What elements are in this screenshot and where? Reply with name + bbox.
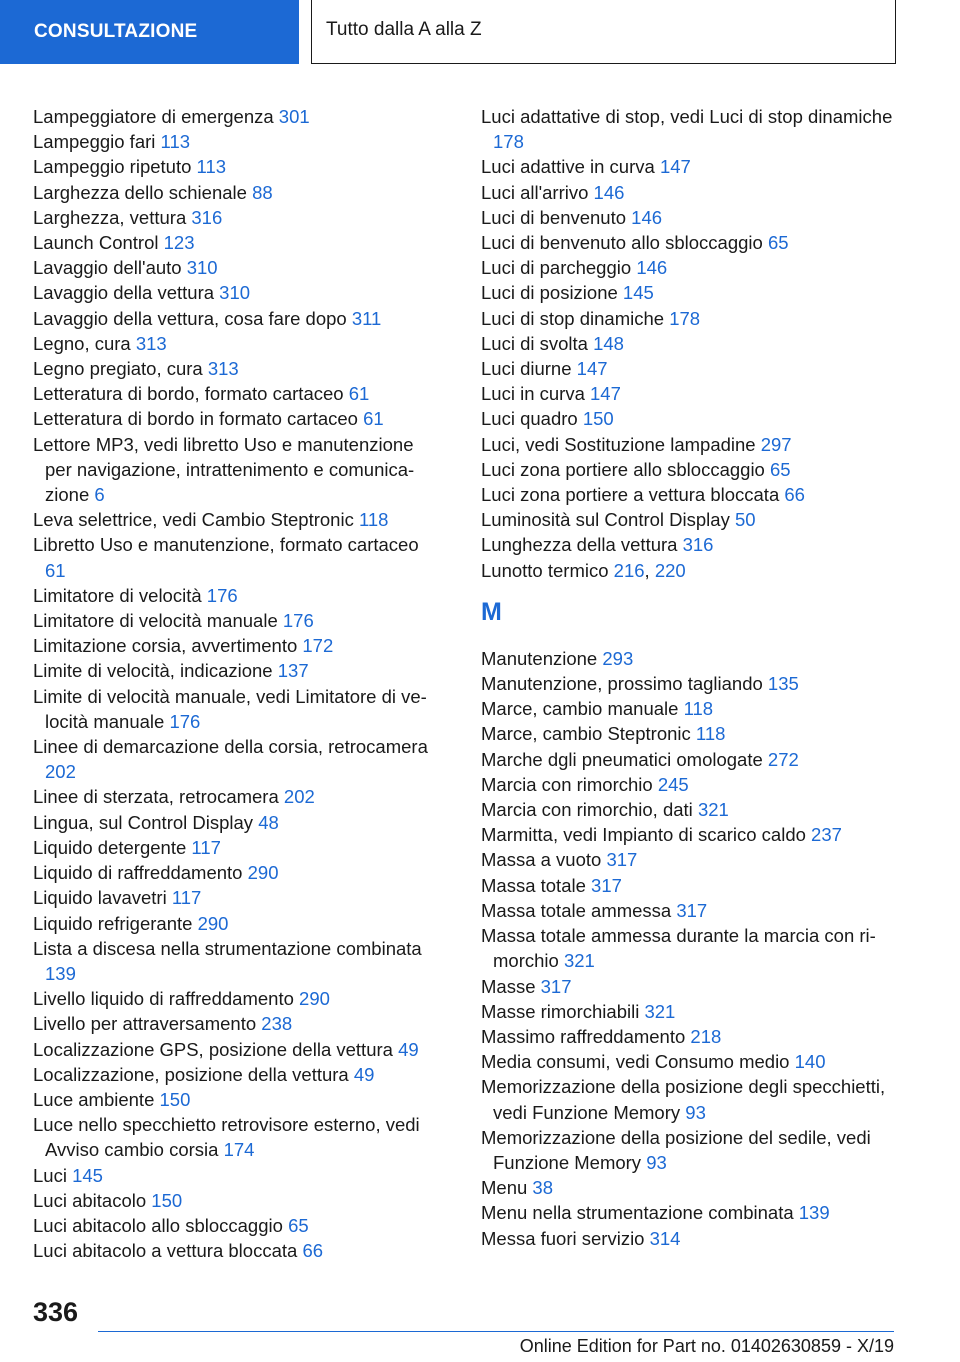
index-entry-text: Larghezza, vettura xyxy=(33,206,192,228)
index-entry xyxy=(33,406,443,431)
index-entry-text: Letteratura di bordo, formato cartaceo xyxy=(33,383,349,405)
index-entry-text: Marmitta, vedi Impianto di scarico caldo xyxy=(481,824,812,846)
index-entry xyxy=(33,1112,443,1162)
index-entry-text: Liquido di raffreddamento xyxy=(33,862,248,884)
index-entry xyxy=(33,810,443,835)
page-link[interactable]: 202 xyxy=(283,786,315,808)
index-entry xyxy=(33,104,443,129)
page-link[interactable]: 150 xyxy=(151,1189,183,1211)
index-entry xyxy=(33,1011,443,1036)
page-link[interactable]: 48 xyxy=(258,811,279,833)
index-entry-text: Leva selettrice, vedi Cambio Steptronic xyxy=(33,509,359,531)
index-entry xyxy=(33,1087,443,1112)
page-link[interactable]: 172 xyxy=(302,635,334,657)
index-entry xyxy=(33,1062,443,1087)
page-link[interactable]: 146 xyxy=(593,181,625,203)
page-link[interactable]: 176 xyxy=(282,610,314,632)
page-link[interactable]: 321 xyxy=(644,1000,676,1022)
page-link[interactable]: 178 xyxy=(493,131,524,153)
page-link[interactable]: 113 xyxy=(160,131,191,153)
index-entry xyxy=(481,1226,901,1251)
page-link[interactable]: 61 xyxy=(348,383,370,405)
page-number: 336 xyxy=(33,1297,79,1327)
index-entry xyxy=(481,1049,901,1074)
page-link[interactable]: 290 xyxy=(197,912,229,934)
index-entry-text: Manutenzione xyxy=(481,647,603,669)
page-link[interactable]: 238 xyxy=(261,1013,293,1035)
index-entry xyxy=(481,331,901,356)
index-entry xyxy=(481,230,901,255)
index-entry-text: Luci quadro xyxy=(481,408,583,430)
index-entry xyxy=(481,205,901,230)
index-entry-text: Massa totale ammessa xyxy=(481,899,677,921)
index-entry-text: Luci di stop dinamiche xyxy=(481,307,670,329)
index-entry xyxy=(33,255,443,280)
index-entry-text: Messa fuori servizio xyxy=(481,1227,650,1249)
page-link[interactable]: 118 xyxy=(695,723,726,745)
page-link[interactable]: 301 xyxy=(278,106,310,127)
index-entry xyxy=(481,280,901,305)
index-entry-text: Localizzazione GPS, posizione della vettura xyxy=(33,1038,399,1060)
page-link[interactable]: 218 xyxy=(690,1025,722,1047)
page-link[interactable]: 313 xyxy=(207,358,239,380)
page-link[interactable]: 148 xyxy=(593,332,624,354)
index-entry-text: Manutenzione, prossimo tagliando xyxy=(481,673,768,695)
index-entry-text: Marcia con rimorchio xyxy=(481,773,658,795)
index-entry-text: Libretto Uso e manutenzione, formato cartaceo xyxy=(33,534,419,556)
index-entry-text: Larghezza dello schienale xyxy=(33,181,253,203)
index-entry-text: Legno pregiato, cura xyxy=(33,358,208,380)
index-entry xyxy=(481,381,901,406)
index-entry-text: Limitatore di velocità xyxy=(33,584,207,606)
index-entry-text: Limite di velocità manuale, vedi Limitatore di velocità manuale xyxy=(33,685,427,732)
index-entry xyxy=(481,482,901,507)
page-link[interactable]: 321 xyxy=(697,799,729,821)
index-entry-text: Luci di benvenuto allo sbloccaggio xyxy=(481,232,768,254)
index-entry-text: Luci abitacolo allo sbloccaggio xyxy=(33,1214,289,1236)
page-link[interactable]: 245 xyxy=(657,773,689,795)
page-link[interactable]: 293 xyxy=(602,647,634,669)
page-link[interactable]: 316 xyxy=(682,534,714,556)
index-entry-text: Marcia con rimorchio, dati xyxy=(481,799,698,821)
page-link[interactable]: 176 xyxy=(169,710,201,732)
index-entry-text: Lettore MP3, vedi libretto Uso e manutenzione per navigazione, intrattenimento e comunicazione xyxy=(33,433,415,506)
page-link[interactable]: 137 xyxy=(277,660,309,682)
index-entry-text: Letteratura di bordo in formato cartaceo xyxy=(33,408,364,430)
index-entry-text: Legno, cura xyxy=(33,332,136,354)
index-entry-text: Luci xyxy=(33,1164,73,1186)
page-link[interactable]: 216 xyxy=(613,559,645,581)
index-entry xyxy=(33,507,443,532)
index-entry xyxy=(481,154,901,179)
index-entry xyxy=(33,608,443,633)
index-entry xyxy=(481,646,901,671)
index-entry xyxy=(33,885,443,910)
page-link[interactable]: 65 xyxy=(767,232,789,254)
index-entry-text: Localizzazione, posizione della vettura xyxy=(33,1063,354,1085)
index-entry xyxy=(33,154,443,179)
page-link[interactable]: 118 xyxy=(683,698,714,720)
index-entry-text: Masse rimorchiabili xyxy=(481,1000,645,1022)
page-link[interactable]: 139 xyxy=(798,1202,830,1224)
index-entry xyxy=(33,986,443,1011)
page-link[interactable]: 145 xyxy=(72,1164,103,1186)
index-entry-text: Linee di sterzata, retrocamera xyxy=(33,786,284,808)
index-entry xyxy=(481,306,901,331)
page-link[interactable]: 178 xyxy=(669,307,701,329)
page-link[interactable]: 290 xyxy=(299,988,330,1010)
page-link[interactable]: 174 xyxy=(223,1139,255,1161)
index-entry xyxy=(481,255,901,280)
page-link[interactable]: 61 xyxy=(45,559,66,581)
page-link[interactable]: 321 xyxy=(563,950,595,972)
index-entry-text: Limite di velocità, indicazione xyxy=(33,660,278,682)
section-title: CONSULTAZIONE xyxy=(34,21,198,42)
page-link[interactable]: 145 xyxy=(622,282,654,304)
index-entry-text: Massimo raffreddamento xyxy=(481,1025,691,1047)
index-entry-text: Luce nello specchietto retrovisore esterno, vedi Avviso cambio corsia xyxy=(33,1114,420,1161)
page-link[interactable]: 66 xyxy=(302,1240,324,1262)
page-link[interactable]: 176 xyxy=(206,584,238,606)
page-link[interactable]: 317 xyxy=(606,849,638,871)
index-entry-text: Liquido lavavetri xyxy=(33,887,172,909)
index-entry-text: Luci adattative di stop, vedi Luci di stop dinamiche xyxy=(481,106,893,127)
index-entry xyxy=(481,847,901,872)
index-entry-text: Menu nella strumentazione combinata xyxy=(481,1202,799,1224)
index-entry-text: Memorizzazione della posizione degli specchietti, vedi Funzione Memory xyxy=(481,1076,886,1123)
index-entry-text: Massa a vuoto xyxy=(481,849,607,871)
index-entry xyxy=(481,1125,901,1175)
index-entry xyxy=(33,280,443,305)
index-group-m xyxy=(481,646,901,1251)
index-entry-text: Luci diurne xyxy=(481,358,577,380)
page-link[interactable]: 61 xyxy=(363,408,384,430)
index-entry-text: Limitazione corsia, avvertimento xyxy=(33,635,303,657)
index-entry-text: Livello per attraversamento xyxy=(33,1013,262,1035)
index-entry xyxy=(481,721,901,746)
page-link[interactable]: 317 xyxy=(591,874,622,896)
chapter-title: Tutto dalla A alla Z xyxy=(326,19,482,40)
index-entry xyxy=(33,1163,443,1188)
page-link[interactable]: 135 xyxy=(767,673,799,695)
index-entry-text: Massa totale xyxy=(481,874,592,896)
index-entry xyxy=(33,532,443,582)
page-link[interactable]: 290 xyxy=(247,862,279,884)
page-link[interactable]: 311 xyxy=(351,307,382,329)
index-entry xyxy=(481,898,901,923)
page-link[interactable]: 310 xyxy=(186,257,218,279)
index-entry-text: Luci abitacolo a vettura bloccata xyxy=(33,1240,303,1262)
index-entry xyxy=(33,1213,443,1238)
index-entry-text: Luci di benvenuto xyxy=(481,206,632,228)
index-entry xyxy=(33,432,443,508)
page-link[interactable]: 140 xyxy=(794,1051,826,1073)
index-letter-heading: M xyxy=(481,597,502,626)
footer-rule xyxy=(98,1331,894,1332)
index-entry-text: Linee di demarcazione della corsia, retrocamera xyxy=(33,736,428,758)
index-entry-text: Memorizzazione della posizione del sedile, vedi Funzione Memory xyxy=(481,1126,871,1173)
index-entry xyxy=(33,331,443,356)
index-entry-text: Launch Control xyxy=(33,232,164,254)
index-entry xyxy=(33,633,443,658)
index-entry xyxy=(481,873,901,898)
index-entry xyxy=(481,104,901,154)
index-entry-text: Luci, vedi Sostituzione lampadine xyxy=(481,433,761,455)
page-link[interactable]: 117 xyxy=(191,836,221,858)
page-link[interactable]: 146 xyxy=(631,206,663,228)
page-link[interactable]: 150 xyxy=(582,408,614,430)
index-entry-text: Marche dgli pneumatici omologate xyxy=(481,748,768,770)
page-link[interactable]: 65 xyxy=(288,1214,309,1236)
index-entry-text: Lingua, sul Control Display xyxy=(33,811,259,833)
page-link[interactable]: 93 xyxy=(646,1151,667,1173)
index-entry-text: Luci di svolta xyxy=(481,332,594,354)
index-column-right xyxy=(481,104,901,1251)
index-entry xyxy=(481,1074,901,1124)
index-entry xyxy=(481,772,901,797)
index-entry-text: Lista a discesa nella strumentazione combinata xyxy=(33,937,422,959)
page-link[interactable]: 272 xyxy=(767,748,799,770)
index-entry-text: Lunotto termico xyxy=(481,559,614,581)
index-entry-text: Marce, cambio Steptronic xyxy=(481,723,696,745)
page-link[interactable]: 88 xyxy=(252,181,273,203)
index-entry xyxy=(481,1175,901,1200)
index-entry xyxy=(33,129,443,154)
page-link[interactable]: 317 xyxy=(676,899,708,921)
index-entry xyxy=(33,1238,443,1263)
index-entry xyxy=(481,797,901,822)
chapter-header xyxy=(311,0,896,64)
index-entry xyxy=(481,671,901,696)
index-group-l xyxy=(481,104,901,583)
index-entry xyxy=(33,205,443,230)
index-entry xyxy=(481,532,901,557)
index-entry xyxy=(33,684,443,734)
page-link[interactable]: 49 xyxy=(353,1063,375,1085)
index-entry-text: Luci all'arrivo xyxy=(481,181,594,203)
index-entry xyxy=(33,835,443,860)
index-entry xyxy=(481,999,901,1024)
index-entry-text: Marce, cambio manuale xyxy=(481,698,684,720)
index-entry-text: Luce ambiente xyxy=(33,1088,160,1110)
index-entry xyxy=(481,696,901,721)
index-entry-text: Masse xyxy=(481,975,541,997)
page-link[interactable]: 317 xyxy=(540,975,572,997)
page-link[interactable]: 147 xyxy=(576,358,608,380)
page-link[interactable]: 139 xyxy=(45,962,76,984)
page-link[interactable]: 118 xyxy=(358,509,389,531)
page-link[interactable]: 297 xyxy=(760,433,792,455)
index-entry-text: Limitatore di velocità manuale xyxy=(33,610,283,632)
index-entry xyxy=(33,180,443,205)
index-entry xyxy=(33,784,443,809)
index-entry: Lunotto termico 216, 220 xyxy=(481,559,686,581)
index-entry-text: Livello liquido di raffreddamento xyxy=(33,988,300,1010)
index-entry-text: Lampeggiatore di emergenza xyxy=(33,106,279,127)
index-entry xyxy=(33,306,443,331)
index-entry xyxy=(33,860,443,885)
index-entry xyxy=(481,923,901,973)
index-entry xyxy=(33,936,443,986)
index-entry-text: Luci di parcheggio xyxy=(481,257,637,279)
index-entry-text: Massa totale ammessa durante la marcia con rimorchio xyxy=(481,925,876,972)
index-entry xyxy=(481,1024,901,1049)
index-entry xyxy=(481,356,901,381)
index-entry-text: Luci in curva xyxy=(481,383,590,405)
index-entry-text: Liquido refrigerante xyxy=(33,912,198,934)
page-link[interactable]: 237 xyxy=(811,824,842,846)
page-link[interactable]: 38 xyxy=(532,1177,553,1199)
index-entry-text: Lampeggio fari xyxy=(33,131,161,153)
page-link[interactable]: 6 xyxy=(94,484,105,506)
index-entry-text: Luci di posizione xyxy=(481,282,623,304)
page-link[interactable]: 202 xyxy=(45,761,76,783)
page-link[interactable]: 113 xyxy=(196,156,227,178)
index-column-left xyxy=(33,104,443,1263)
index-entry xyxy=(33,1188,443,1213)
index-entry-text: Luci zona portiere allo sbloccaggio xyxy=(481,458,770,480)
section-tab xyxy=(0,0,299,64)
index-entry xyxy=(33,381,443,406)
index-entry-text: Media consumi, vedi Consumo medio xyxy=(481,1051,795,1073)
index-entry xyxy=(33,230,443,255)
index-entry-text: Luci zona portiere a vettura bloccata xyxy=(481,484,785,506)
index-entry xyxy=(481,457,901,482)
page-link[interactable]: 117 xyxy=(171,887,202,909)
index-entry xyxy=(481,822,901,847)
index-entry xyxy=(481,1200,901,1225)
index-entry-text: Luci adattive in curva xyxy=(481,156,660,178)
index-entry-text: Luci abitacolo xyxy=(33,1189,152,1211)
page-link[interactable]: 50 xyxy=(734,509,756,531)
page-link[interactable]: 150 xyxy=(159,1088,191,1110)
index-entry xyxy=(33,734,443,784)
page-link[interactable]: 146 xyxy=(636,257,668,279)
page-link[interactable]: 313 xyxy=(135,332,167,354)
index-entry xyxy=(481,507,901,532)
page-link[interactable]: 220 xyxy=(654,559,686,581)
page-link[interactable]: 314 xyxy=(649,1227,681,1249)
index-entry xyxy=(33,1037,443,1062)
index-entry xyxy=(481,180,901,205)
index-entry-text: Lampeggio ripetuto xyxy=(33,156,197,178)
index-entry-text: Lunghezza della vettura xyxy=(481,534,683,556)
index-entry xyxy=(481,747,901,772)
page-link[interactable]: 147 xyxy=(659,156,691,178)
index-entry xyxy=(481,432,901,457)
index-entry-text: Liquido detergente xyxy=(33,836,192,858)
page-link[interactable]: 49 xyxy=(398,1038,419,1060)
page-link[interactable]: 66 xyxy=(784,484,805,506)
index-entry xyxy=(33,356,443,381)
index-entry-text: Luminosità sul Control Display xyxy=(481,509,735,531)
page-link[interactable]: 65 xyxy=(769,458,791,480)
index-entry xyxy=(33,911,443,936)
index-entry xyxy=(481,406,901,431)
page-link[interactable]: 93 xyxy=(685,1101,706,1123)
index-entry-text: Lavaggio dell'auto xyxy=(33,257,187,279)
index-entry-text: Lavaggio della vettura, cosa fare dopo xyxy=(33,307,352,329)
page-link[interactable]: 147 xyxy=(590,383,621,405)
page-link[interactable]: 123 xyxy=(163,232,195,254)
index-entry-text: Menu xyxy=(481,1177,533,1199)
footer-edition: Online Edition for Part no. 01402630859 - X/19 xyxy=(519,1336,894,1356)
index-entry xyxy=(481,974,901,999)
page-link[interactable]: 310 xyxy=(219,282,251,304)
index-entry xyxy=(33,658,443,683)
page-link[interactable]: 316 xyxy=(191,206,223,228)
index-entry-text: Lavaggio della vettura xyxy=(33,282,220,304)
index-entry xyxy=(33,583,443,608)
